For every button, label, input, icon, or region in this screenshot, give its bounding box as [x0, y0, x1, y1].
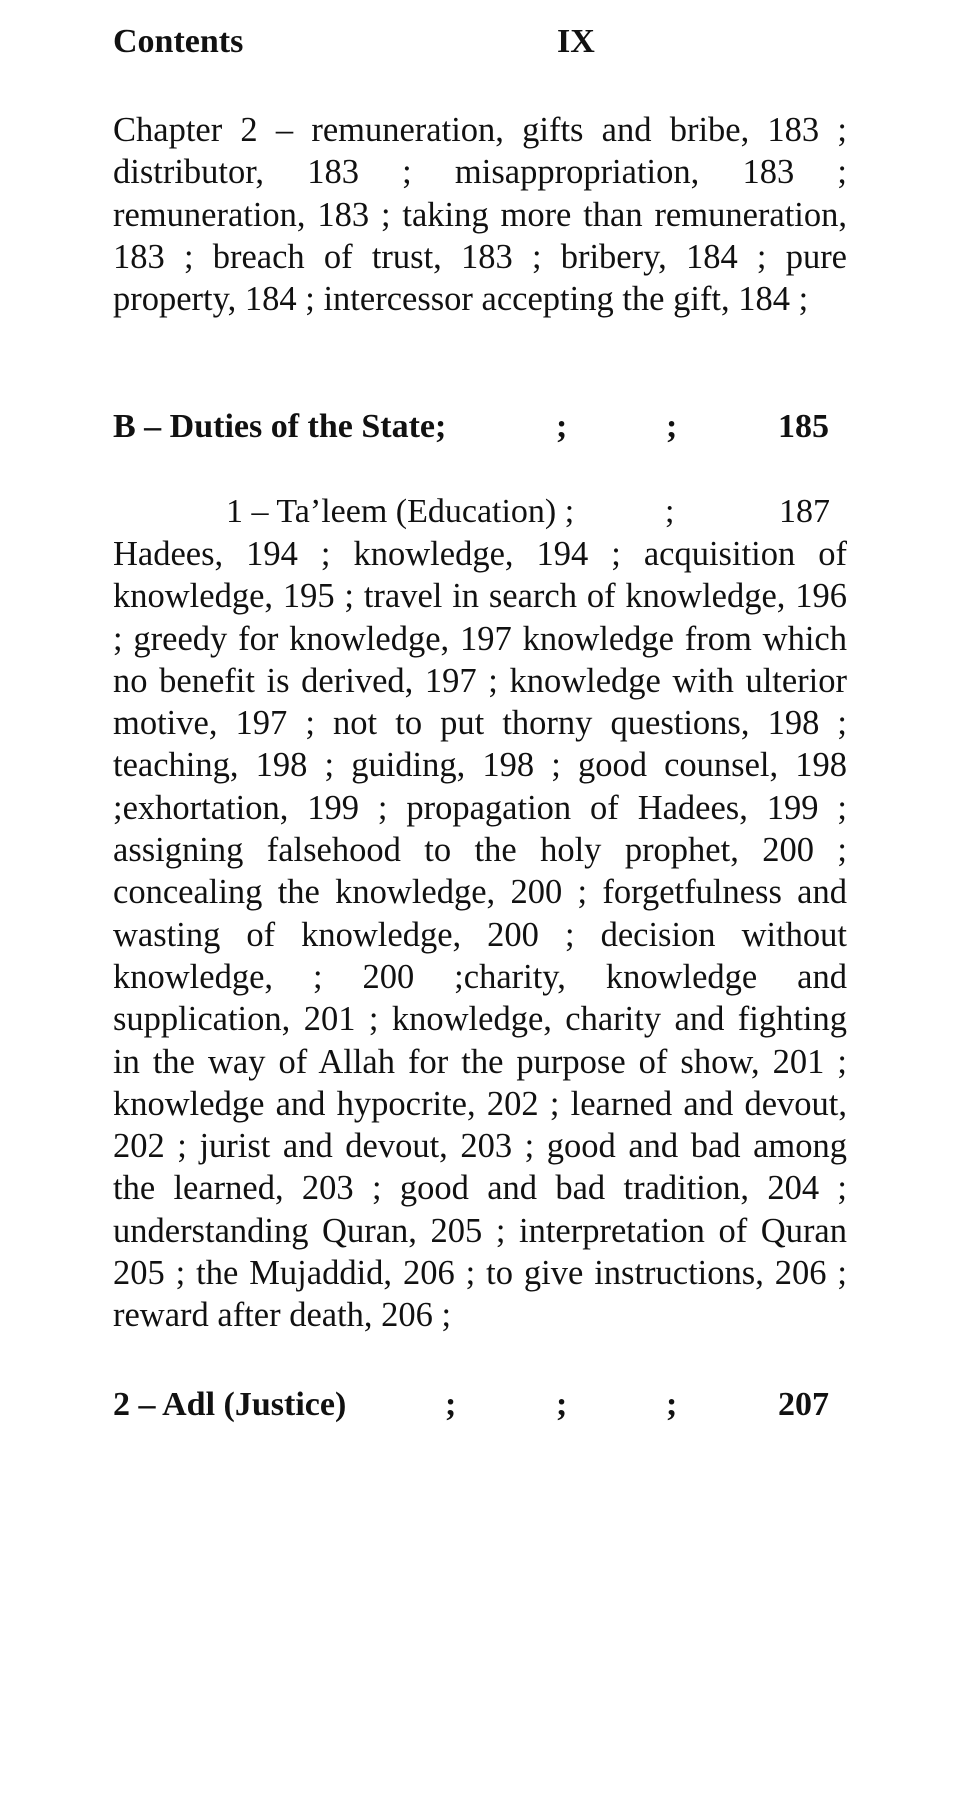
taleem-separator: ;: [665, 493, 675, 530]
section-b-separator: ;: [666, 408, 678, 445]
adl-separator: ;: [445, 1386, 457, 1423]
adl-separator: ;: [556, 1386, 568, 1423]
page-folio: IX: [557, 23, 595, 60]
taleem-entries: Hadees, 194 ; knowledge, 194 ; acquisition of knowledge, 195 ; travel in search of knowledge, 196 ; greedy for knowledge, 197 knowledge from which no benefit is derived, 197 ; knowledge with ulterior motive, 197 ; not to put thorny questions, 198 ; teaching, 198 ; guiding, 198 ; good counsel, 198 ;exhortation, 199 ; propagation of Hadees, 199 ; assigning falsehood to the holy prophet, 200 ; concealing the knowledge, 200 ; forgetfulness and wasting of knowledge, 200 ; decision without knowledge, ; 200 ;charity, knowledge and supplication, 201 ; knowledge, charity and fighting in the way of Allah for the purpose of show, 201 ; knowledge and hypocrite, 202 ; learned and devout, 202 ; jurist and devout, 203 ; good and bad among the learned, 203 ; good and bad tradition, 204 ; understanding Quran, 205 ; interpretation of Quran 205 ; the Mujaddid, 206 ; to give instructions, 206 ; reward after death, 206 ;: [113, 535, 847, 1335]
taleem-heading: [113, 490, 847, 534]
adl-heading: [113, 1383, 847, 1427]
section-b-page-number: 185: [778, 408, 829, 445]
document-page: [113, 0, 847, 1423]
running-head-contents: Contents: [113, 23, 244, 60]
page-header: [113, 0, 847, 92]
adl-separator: ;: [666, 1386, 678, 1423]
section-b-heading: [113, 405, 847, 449]
adl-title: 2 – Adl (Justice): [113, 1386, 347, 1423]
taleem-title: 1 – Ta’leem (Education) ;: [226, 493, 575, 530]
section-b-separator: ;: [556, 408, 568, 445]
chapter-2-entries: Chapter 2 – remuneration, gifts and bribe, 183 ; distributor, 183 ; misappropriation, 183 ; remuneration, 183 ; taking more than remuneration, 183 ; breach of trust, 183 ; bribery, 184 ; pure property, 184 ; intercessor accepting the gift, 184 ;: [113, 111, 847, 319]
section-b-title: B – Duties of the State;: [113, 408, 447, 445]
taleem-page-number: 187: [779, 493, 830, 530]
adl-page-number: 207: [778, 1386, 829, 1423]
